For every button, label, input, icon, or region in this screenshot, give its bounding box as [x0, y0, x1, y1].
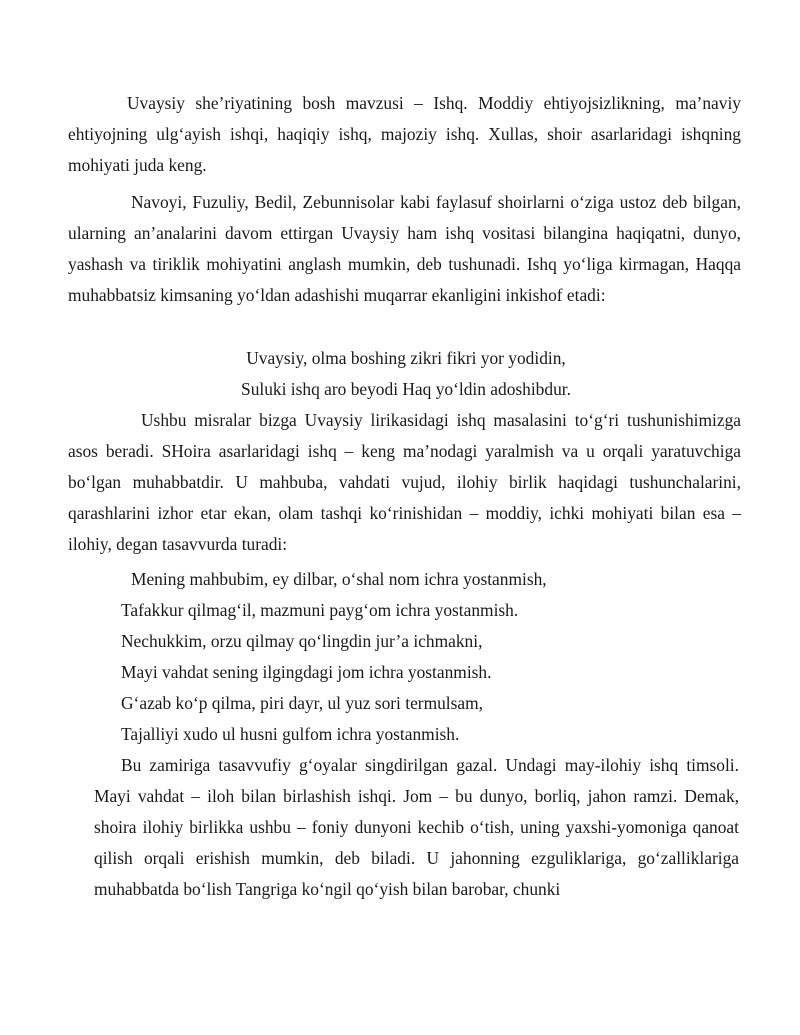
verse-line: Mayi vahdat sening ilgingdagi jom ichra yostanmish.: [121, 662, 492, 682]
verse-line: Tajalliyi xudo ul husni gulfom ichra yostanmish.: [121, 724, 460, 744]
verse-line: Mening mahbubim, ey dilbar, o‘shal nom ichra yostanmish,: [131, 569, 547, 589]
verse-line: Suluki ishq aro beyodi Haq yo‘ldin adoshibdur.: [241, 379, 571, 399]
paragraph-analysis: Ushbu misralar bizga Uvaysiy lirikasidagi ishq masalasini to‘g‘ri tushunishimizga asos beradi. SHoira asarlaridagi ishq – keng ma’nodagi yaralmish va u orqali yaratuvchiga bo‘lgan muhabbatdir. U mahbuba, vahdati vujud, ilohiy birlik haqidagi tushunchalarini, qarashlarini izhor etar ekan, olam tashqi ko‘rinishidan – moddiy, ichki mohiyati bilan esa – ilohiy, degan tasavvurda turadi:: [68, 410, 741, 554]
verse-line: Uvaysiy, olma boshing zikri fikri yor yodidin,: [246, 348, 566, 368]
paragraph-intro: Uvaysiy she’riyatining bosh mavzusi – Ishq. Moddiy ehtiyojsizlikning, ma’naviy ehtiyojning ulg‘ayish ishqi, haqiqiy ishq, majoziy ishq. Xullas, shoir asarlaridagi ishqning mohiyati juda keng.: [68, 93, 741, 175]
verse-line: Tafakkur qilmag‘il, mazmuni payg‘om ichra yostanmish.: [121, 600, 519, 620]
paragraph-teachers: Navoyi, Fuzuliy, Bedil, Zebunnisolar kabi faylasuf shoirlarni o‘ziga ustoz deb bilgan, ularning an’analarini davom ettirgan Uvaysiy ham ishq vositasi bilangina haqiqatni, dunyo, yashash va tiriklik mohiyatini anglash mumkin, deb tushunadi. Ishq yo‘liga kirmagan, Haqqa muhabbatsiz kimsaning yo‘ldan adashishi muqarrar ekanligini inkishof etadi:: [68, 192, 741, 305]
verse-line: G‘azab ko‘p qilma, piri dayr, ul yuz sori termulsam,: [121, 693, 483, 713]
verse-line: Nechukkim, orzu qilmay qo‘lingdin jur’a ichmakni,: [121, 631, 483, 651]
paragraph-ghazal-commentary: Bu zamiriga tasavvufiy g‘oyalar singdirilgan gazal. Undagi may-ilohiy ishq timsoli. Mayi vahdat – iloh bilan birlashish ishqi. Jom – bu dunyo, borliq, jahon ramzi. Demak, shoira ilohiy birlikka ushbu – foniy dunyoni kechib o‘tish, uning yaxshi-yomoniga qanoat qilish orqali erishish mumkin, deb biladi. U jahonning ezguliklariga, go‘zalliklariga muhabbatda bo‘lish Tangriga ko‘ngil qo‘yish bilan barobar, chunki: [94, 755, 739, 899]
